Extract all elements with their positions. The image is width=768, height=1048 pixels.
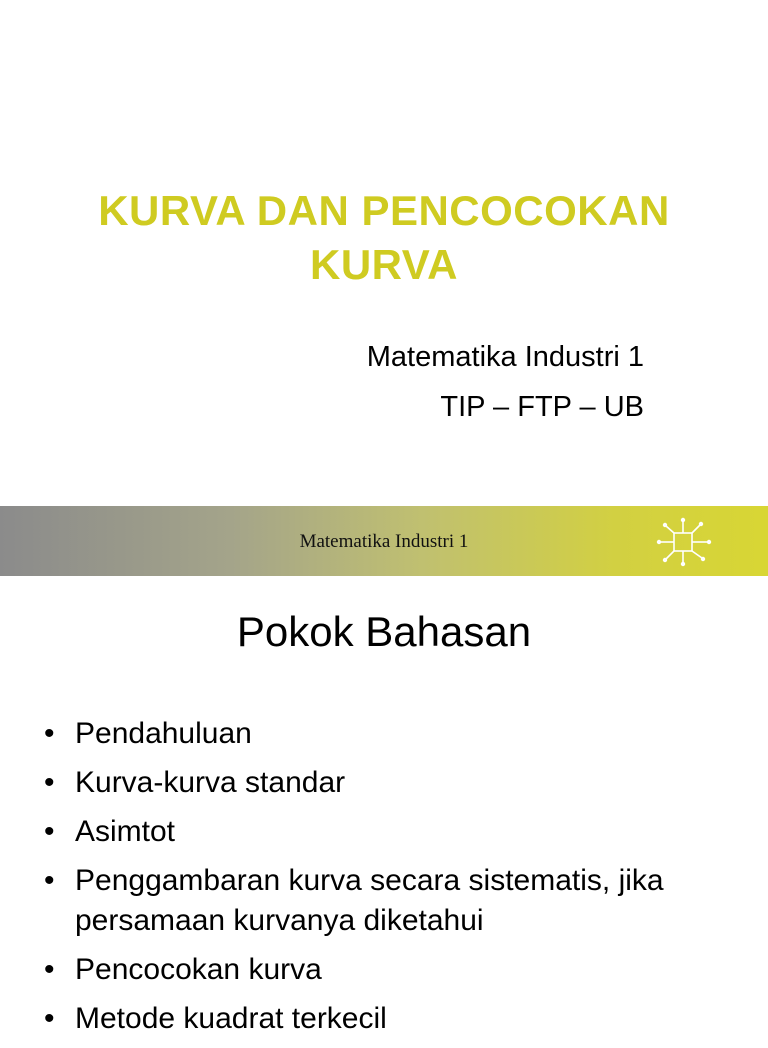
slide-title (0, 184, 768, 292)
slide-title-line-1: KURVA DAN PENCOCOKAN (98, 187, 670, 234)
slide-subtitle (367, 332, 644, 432)
list-item: • Kurva-kurva standar (44, 763, 744, 803)
list-item: • Penggambaran kurva secara sistematis, jika persamaan kurvanya diketahui (44, 861, 744, 941)
list-item: • Asimtot (44, 812, 744, 852)
slide-footer-band (0, 506, 768, 576)
list-item: • Metode kuadrat terkecil (44, 999, 744, 1039)
footer-text: Matematika Industri 1 (299, 531, 469, 552)
section-heading: Pokok Bahasan (236, 608, 532, 655)
list-item: • Pendahuluan (44, 714, 744, 754)
subtitle-course: Matematika Industri 1 (366, 341, 644, 373)
subtitle-institution: TIP – FTP – UB (440, 391, 644, 423)
content-slide (0, 576, 768, 1035)
network-icon (652, 516, 716, 568)
list-item: • Pencocokan kurva (44, 950, 744, 990)
topic-list (44, 714, 744, 1048)
slide-title-line-2: KURVA (310, 241, 458, 288)
title-slide (0, 0, 768, 506)
